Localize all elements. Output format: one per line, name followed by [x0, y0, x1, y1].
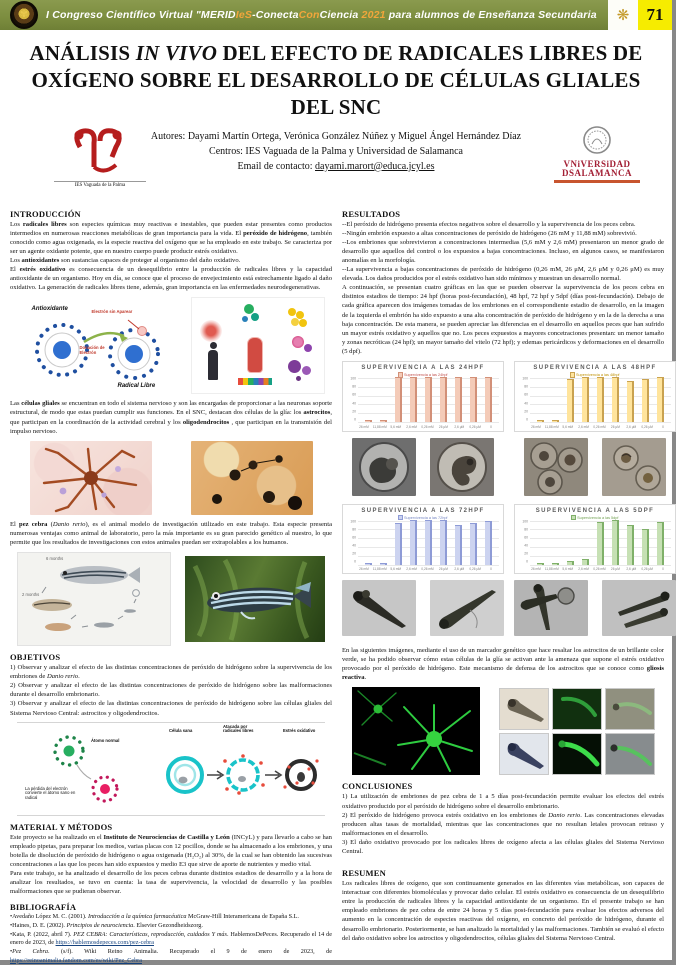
chart-bar — [537, 563, 544, 565]
congress-title-segment: 2021 — [358, 9, 386, 21]
larvae-photo-low-5dpf — [602, 580, 676, 636]
resultados-bullet-4: --La supervivencia a bajas concentraciones de peróxido de hidrógeno (0,26 mM, 26 μM, 2,6 μM y 0,26 μM) es muy elevada. Los daños producidos por el estrés oxidativo han sido mínimos y muestran un desarrollo normal. — [342, 266, 664, 283]
chart-legend-24hpf: Supervivencia a las 24hpf — [347, 373, 499, 377]
legend-swatch-icon — [399, 516, 403, 520]
conclusion-item-3: 3) El daño oxidativo provocado por los radicales libres de oxígeno afecta a las células gliales del Sistema Nervioso Central. — [342, 838, 664, 855]
chart-title-24hpf: SUPERVIVENCIA A LAS 24HPF — [361, 365, 485, 372]
figure-antioxidant-diagram — [18, 298, 176, 393]
label-electron-sin-aparear: Electrón sin Aparear — [91, 309, 133, 315]
intro-paragraph-1: Los radicales libres son especies químicas muy reactivas e inestables, que pueden estar presentes como productos intermedios en numerosas reacciones metabólicas de gran importancia para la vida. El peróxido de hidrógeno, también conocido como agua oxigenada, es la especie reactiva del oxígeno que se ha empleado en este trabajo. Se caracteriza por ser un agente oxidante potente, que en nuestro cuerpo puede producir estrés oxidativo. — [10, 220, 332, 255]
chart-bar — [425, 520, 432, 565]
bibliography-item-3: •Kata, P. (2022, abril 7). PEZ CEBRA: Características, reproducción, cuidados Y más. HablemosDePeces. Recuperado el 14 de enero de 2023, de https://hablemosdepeces.com/pez-cebra — [10, 930, 333, 947]
resultados-continuacion-paragraph: A continuación, se presentan cuatro gráficas en las que se pueden observar la supervivencia de los peces cebra en distintos estadios de tiempo: 24 hpf (horas post-fecundación), 48 hpf, 72 hpf y 5dpf (días post-fecundación). Debajo de cada gráfica aparecen dos imágenes tomadas de los embriones en el correspondiente estadio de desarrollo, en la imagen de la izquierda el embrión ha sido expuesto a una alta concentración de peróxido de hidrógeno y en la de la derecha a una baja concentración. De esta manera, se pueden apreciar las diferencias en el desarrollo en aquellos peces que han sufrido un mayor estrés oxidativo y aquellos que no. Los peces expuestos a mayores concetraciones presentan: un menor tamaño y zonas necróticas (24 hpf); un mayor tamaño del vitelo (72 hpf); y edemas pericárdicos y deformaciones en el desarrollo (5 dpf). — [342, 284, 664, 355]
chart-bar — [455, 525, 462, 564]
chart-legend-72hpf: Supervivencia a las 72hpf — [347, 516, 499, 520]
collage-purple-blobs — [288, 360, 301, 373]
ies-logo-icon — [69, 125, 131, 175]
survival-chart-5dpf — [514, 504, 676, 575]
larva-grid-cell — [499, 733, 549, 775]
section-heading-bibliografia: BIBLIOGRAFÍA — [10, 902, 77, 913]
chart-bar — [597, 377, 604, 422]
metodos-paragraph-1: Este proyecto se ha realizado en el Instituto de Neurociencias de Castilla y León (INCyL) y para llevarlo a cabo se han empleado pipetas, para preparar los medios, varias placas con 12 pocillos, donde se ha almacenado a los embriones, y una botella de disolución de peróxido de hidrógeno o agua oxigenada (H₂O₂) al 30%, de la cual se han obtenido las sucesivas concentraciones a las que los peces han sido expuestos y medio E3 que sirve de aporte de nutrientes y medio vital. — [10, 833, 332, 868]
label-donacion-electron: Donación de Electrón — [79, 345, 105, 355]
label-atacada: Atacada por radicales libres — [223, 723, 254, 734]
figure-atom-radical-cell-diagram — [17, 722, 325, 816]
chart-title-5dpf: SUPERVIVENCIA A LAS 5DPF — [535, 507, 655, 514]
chart-bar — [552, 420, 559, 422]
conclusion-item-1: 1) La utilización de embriones de pez cebra de 1 a 5 días post-fecundación permite evaluar los efectos del estrés oxidativo producido por el peróxido de hidrógeno sobre el desarrollo embrionario. — [342, 793, 664, 810]
objetivo-item-2: 2) Observar y analizar el efecto de las distintas concentraciones de peróxido de hidrógeno sobre las malformaciones durante el desarrollo embrionario. — [10, 682, 332, 699]
usal-logo-text: VNiVERSiDAD DSALAMANCA — [562, 158, 632, 179]
figure-zebrafish-photo — [185, 556, 325, 642]
chart-bar — [380, 563, 387, 565]
embryo-photo-high-24hpf — [352, 438, 416, 496]
intro-paragraph-3: El estrés oxidativo es consecuencia de un desequilibrio entre la producción de radicales libres y la capacidad antioxidante de un organismo. Hoy en día, se conoce que el proceso de envejecimiento está estrechamente ligado al daño oxidativo. La generación de radicales libres tiene, además, gran importancia en las enfermedades neurodegenerativas. — [10, 266, 332, 292]
embryo-wells-photo-high-48hpf — [524, 438, 588, 496]
label-estres-oxidativo: Estrés oxidativo — [283, 727, 316, 733]
larva-grid-cell — [605, 688, 655, 730]
poster-title: ANÁLISIS IN VIVO DEL EFECTO DE RADICALES LIBRES DE OXÍGENO SOBRE EL DESARROLLO DE CÉLULAS GLIALES DEL SNC — [29, 41, 643, 119]
larva-grid-cell — [605, 733, 655, 775]
chart-bar — [567, 379, 574, 422]
congress-title-segment: I Congreso Científico Virtual "MERID — [46, 9, 236, 21]
chart-bar — [470, 377, 477, 422]
right-column — [342, 203, 664, 965]
survival-chart-72hpf — [342, 504, 504, 575]
imagenes-paragraph: En las siguientes imágenes, mediante el uso de un marcador genético que hace resaltar los astrocitos de un brillante color verde, se ha podido observar cómo estas células de la glía se activan ante la amenaza que supone el estrés oxidativo provocado por el peróxido de hidrógeno. Este mecanismo de defensa de los astrocitos que se conoce como gliosis reactiva. — [342, 647, 664, 682]
congress-title-segment: Ciencia — [319, 9, 359, 21]
chart-bar — [380, 420, 387, 422]
chart-bar — [597, 522, 604, 565]
chart-bar — [365, 420, 372, 422]
bibliography-link-hablemosdepeces[interactable]: https://hablemosdepeces.com/pez-cebra — [55, 939, 154, 947]
chart-bar — [410, 520, 417, 565]
chart-bar — [410, 377, 417, 422]
chart-block-5dpf — [514, 504, 676, 639]
embryo-wells-photo-low-48hpf — [602, 438, 666, 496]
resultados-bullet-1: --El peróxido de hidrógeno presenta efectos negativos sobre el desarrollo y la supervivencia de los peces cebra. — [342, 220, 636, 228]
congress-title — [46, 9, 597, 21]
label-atomo-normal: Átomo normal — [91, 737, 120, 743]
collage-body-diagram — [248, 338, 262, 372]
chart-bar — [612, 377, 619, 422]
collage-pink-cell — [292, 336, 304, 348]
chart-bar — [485, 377, 492, 422]
congress-title-segment: Con — [298, 9, 320, 21]
chart-bar — [552, 563, 559, 565]
chart-bar — [537, 420, 544, 422]
congress-header — [0, 0, 672, 30]
label-perdida-electron: La pérdida del electrón convierte el átomo sano en radical — [25, 785, 76, 800]
chart-bar — [425, 377, 432, 422]
chart-bar — [582, 377, 589, 422]
collage-human-silhouette — [208, 350, 218, 380]
objetivo-item-3: 3) Observar y analizar el efecto de las distintas concentraciones de peróxido de hidrógeno sobre las células gliales del Sistema Nervioso Central: astrocitos y oligodendrocitos. — [10, 700, 332, 717]
chart-bar — [470, 523, 477, 565]
chart-bar — [612, 520, 619, 565]
chart-bar — [657, 377, 664, 422]
intro-paragraph-2: Los antioxidantes son sustancias capaces de proteger al organismo del daño oxidativo. — [10, 257, 241, 264]
collage-color-strip — [238, 378, 272, 385]
label-celula-sana: Célula sana — [169, 727, 193, 733]
survival-chart-48hpf — [514, 361, 676, 432]
congress-logo-icon: ✾ — [10, 1, 38, 29]
larva-photo-high-72hpf — [342, 580, 416, 636]
collage-human-head — [210, 342, 217, 349]
embryo-photo-low-24hpf — [430, 438, 494, 496]
centers-line: Centros: IES Vaguada de la Palma y Universidad de Salamanca — [209, 145, 463, 157]
chart-bar — [440, 377, 447, 422]
section-heading-conclusiones: CONCLUSIONES — [342, 781, 413, 792]
chart-block-72hpf — [342, 504, 504, 639]
figure-astrocyte-micrograph — [30, 441, 152, 515]
resultados-bullet-3: --Los embriones que sobrevivieron a concentraciones intermedias (5,6 mM y 2,6 mM) presentaron un menor grado de desarrollo que aquellos del control o los expuestos a bajas concentraciones. Incluso, en algunos casos, se manifestaron anomalías en la morfología. — [342, 238, 664, 264]
ies-logo — [54, 125, 146, 188]
chart-title-48hpf: SUPERVIVENCIA A LAS 48HPF — [533, 365, 657, 372]
figure-oligodendrocyte-micrograph — [191, 441, 313, 515]
chart-plot-72hpf: 100 80 60 40 20 0 26 mM 11,88 mM 5,6 mM 2,6 mM 0,26 mM 26 μM 2,6 μM 0,26 μM 0 — [347, 521, 499, 572]
bibliography-link-reinoanimalia[interactable]: https://reinoanimalia.fandom.com/es/wiki/Pez_Cebra — [10, 956, 142, 964]
resumen-paragraph: Los radicales libres de oxígeno, que son continuamente generados en las diferentes vías metabólicas, son capaces de interactuar con diferentes biomoléculas y provocar daño celular. El estrés oxidativo es consecuencia de un desequilibrio entre la producción de radicales libres y la capacidad antioxidante de un organismo. En el presente trabajo se han empleado embriones de pez cebra de entre 24 horas y 5 días post-fecundación para evaluar los efectos adversos del aumento en la concentración de especies reactivas del oxígeno, en concreto del peróxido de hidrógeno, durante el desarrollo embrionario. Posteriormente, se han analizado la mortalidad y las malformaciones. También se evaluó el efecto del daño oxidativo sobre los astrocitos y oligodendrocitos, células gliales del Sistema Nervioso Central. — [342, 880, 664, 942]
usal-logo — [554, 125, 640, 183]
lifecycle-label-2months: 2 months — [22, 592, 40, 598]
figure-oxidative-stress-collage — [191, 297, 325, 394]
legend-swatch-icon — [572, 516, 576, 520]
chart-legend-5dpf: Supervivencia a las 5dpf — [519, 516, 671, 520]
chart-block-24hpf — [342, 361, 504, 498]
lifecycle-label-6months: 6 months — [46, 556, 64, 562]
collage-molecule-icon — [244, 304, 254, 314]
conclusion-item-2: 2) El peróxido de hidrógeno provoca estrés oxidativo en los embriones de Danio rerio. Las concentraciones elevadas producen altas tasas de mortalidad, mientras que las concentraciones que no resultan letales provocan retraso y malformaciones en el desarrollo. — [342, 811, 664, 837]
survival-chart-24hpf — [342, 361, 504, 432]
congress-title-segment: IeS — [235, 9, 253, 21]
label-antioxidante: Antioxidante — [31, 306, 68, 313]
larva-grid-cell — [552, 688, 602, 730]
bibliography-item-2: •Haines, D. E. (2002). Principios de neurociencia. Elsevier Gezondheidszorg. — [10, 921, 203, 929]
figure-astrocyte-fluorescence — [352, 687, 480, 775]
chart-bar — [395, 523, 402, 565]
objetivo-item-1: 1) Observar y analizar el efecto de las distintas concentraciones de peróxido de hidrógeno sobre la supervivencia de los embriones de Danio rerio. — [10, 664, 332, 681]
metodos-paragraph-2: Para este trabajo, se ha analizado el desarrollo de los peces cebras durante distintos estadios de desarrollo y a la hora de analizar los resultados, se tuvo en cuenta: la tasa de supervivencia, la velocidad de desarrollo y las posibles malformaciones que se pudieran observar. — [10, 869, 332, 896]
figure-larvae-grid — [499, 688, 655, 775]
chart-bar — [582, 559, 589, 564]
section-heading-metodos: MATERIAL Y MÉTODOS — [10, 821, 113, 832]
chart-bar — [642, 529, 649, 564]
pez-cebra-paragraph: El pez cebra (Danio rerio), es el animal modelo de investigación utilizado en este trabajo. Esta especie presenta numerosas ventajas como animal de laboratorio, pero la más importante es su gran parecido genético al nuestro, lo que permite que los resultados de investigaciones con estos animales puedan ser extrapolables a los humanos. — [10, 520, 332, 546]
left-column — [10, 203, 332, 965]
chart-bar — [440, 520, 447, 565]
congress-title-segment: -Conecta — [252, 9, 299, 21]
resultados-bullet-2: --Ningún embrión expuesto a altas concentraciones de peróxido de hidrógeno (26 mM y 11,88 mM) sobrevivió. — [342, 229, 637, 237]
chart-plot-5dpf: 100 80 60 40 20 0 26 mM 11,88 mM 5,6 mM 2,6 mM 0,26 mM 26 μM 2,6 μM 0,26 μM 0 — [519, 521, 671, 572]
usal-logo-bar — [554, 180, 640, 183]
legend-swatch-icon — [571, 373, 575, 377]
larva-grid-cell — [499, 688, 549, 730]
chart-bar — [642, 379, 649, 422]
section-heading-resultados: RESULTADOS — [342, 208, 401, 219]
chart-legend-48hpf: Supervivencia a las 48hpf — [519, 373, 671, 377]
authors-line: Autores: Dayami Martín Ortega, Verónica González Núñez y Miguel Ángel Hernández Díaz — [150, 130, 522, 142]
meridies-logo-icon: ❋ — [608, 0, 638, 30]
chart-bar — [485, 521, 492, 565]
congress-title-segment: para alumnos de Enseñanza Secundaria — [385, 9, 597, 21]
gliales-paragraph: Las células gliales se encuentran en todo el sistema nervioso y son las encargadas de proporcionar a las neuronas soporte estructural, de modo que estas puedan cumplir sus funciones. En el SNC, destacan dos células de la glía: los astrocitos, que participan en la coordinación de la actividad cerebral y los oligodendrocitos , que participan en la transmisión del impulso nervioso. — [10, 400, 333, 435]
chart-bar — [657, 522, 664, 565]
label-radical-libre: Radical Libre — [117, 383, 156, 390]
chart-title-72hpf: SUPERVIVENCIA A LAS 72HPF — [361, 507, 485, 514]
section-heading-resumen: RESUMEN — [342, 868, 386, 879]
figure-zebrafish-lifecycle — [17, 552, 171, 646]
bibliography-item-4: •Pez Cebra. (s/f). Wiki Reino Animalia. Recuperado el 9 de enero de 2023, de https://reinoanimalia.fandom.com/es/wiki/Pez_Cebra — [10, 947, 332, 964]
chart-bar — [567, 561, 574, 564]
chart-block-48hpf — [514, 361, 676, 498]
chart-plot-48hpf: 100 80 60 40 20 0 26 mM 11,88 mM 5,6 mM 2,6 mM 0,26 mM 26 μM 2,6 μM 0,26 μM 0 — [519, 378, 671, 429]
chart-bar — [365, 563, 372, 565]
chart-bar — [627, 381, 634, 422]
bibliography-item-1: •Avedaño López M. C. (2001). Introducción a la química farmacéutica McGraw-Hill Interamericana de España S.L. — [10, 913, 299, 921]
chart-bar — [627, 525, 634, 565]
ies-logo-caption: IES Vaguada de la Palma — [54, 181, 146, 188]
usal-seal-icon — [582, 125, 612, 155]
larvae-photo-high-5dpf — [514, 580, 588, 636]
collage-yellow-cluster — [288, 308, 296, 316]
chart-bar — [455, 377, 462, 422]
email-line: Email de contacto: dayami.marort@educa.jcyl.es — [237, 160, 435, 172]
contact-email-link[interactable]: dayami.marort@educa.jcyl.es — [315, 160, 435, 172]
larva-grid-cell — [552, 733, 602, 775]
section-heading-objetivos: OBJETIVOS — [10, 652, 61, 663]
collage-red-glow — [200, 320, 222, 342]
page-number: 71 — [638, 0, 672, 30]
chart-bar — [395, 377, 402, 422]
larva-photo-low-72hpf — [430, 580, 504, 636]
chart-plot-24hpf: 100 80 60 40 20 0 26 mM 11,88 mM 5,6 mM 2,6 mM 0,26 mM 26 μM 2,6 μM 0,26 μM 0 — [347, 378, 499, 429]
section-heading-introduccion: INTRODUCCIÓN — [10, 208, 81, 219]
